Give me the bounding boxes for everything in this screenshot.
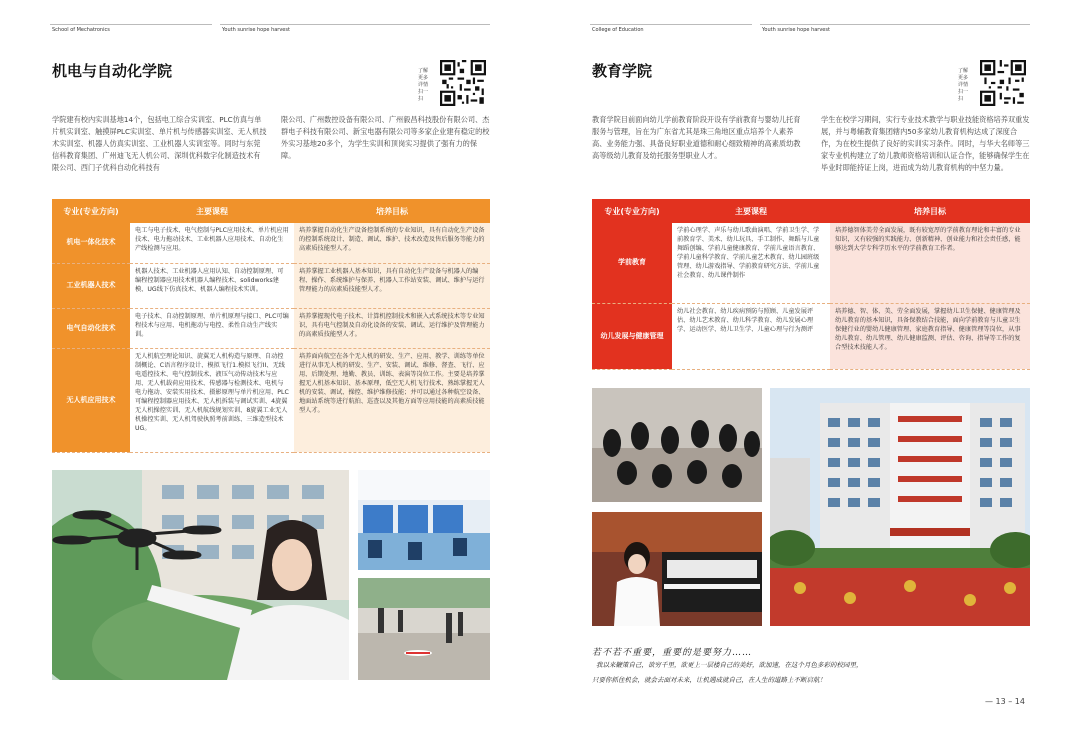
courses-cell: 幼儿社会教育、幼儿疾病预防与照顾、儿童发展评估、幼儿艺术教育、幼儿科学教育、幼儿发展心理学、运动医学、幼儿卫生学、儿童心理与行为测评 <box>672 303 830 369</box>
qr-caption: 了解更多详情 扫一扫 <box>418 68 429 102</box>
major-name: 学前教育 <box>592 223 672 303</box>
courses-cell: 电工与电子技术、电气控制与PLC应用技术、单片机应用技术、电力拖动技术、工业机器人应用技术、自动化生产线检测与应用。 <box>130 223 294 263</box>
curriculum-table <box>592 199 1030 370</box>
right-page <box>540 0 1080 732</box>
handwritten-quote: 若不若不重要，重要的是要努力…… <box>592 648 753 658</box>
qr-code[interactable] <box>440 60 486 106</box>
campus-building-photo <box>770 388 1030 626</box>
table-row <box>52 223 490 263</box>
courses-cell: 无人机航空理论知识、旋翼无人机构造与原理、自动控制概论、C语言程序设计、模拟飞行1.模拟飞行II、无线电遥控技术、电气控制技术、液压气动传动技术与应用、无人机载荷应用技术、传感器与检测技术、电机与电力拖动、安装实用技术、摄影原理与单片机应用、PLC可编程控制器应用技术、无人机拆装与调试实训、4旋翼无人机操控实训、无人机航线规划实训、8旋翼工业无人机操控实训、无人机驾驶执照考前训练、三维造型技术UG。 <box>130 348 294 452</box>
column-header: 培养目标 <box>914 206 946 216</box>
table-row <box>52 308 490 348</box>
intro-paragraph: 教育学院目前面向幼儿学前教育阶段开设有学前教育与婴幼儿托育服务与管理，旨在为广东省尤其是珠三角地区重点培养个人素养高、业务能力强、具备良好职业道德和耐心细致精神的高素质幼教高等级幼儿教育及幼托服务型职业人才。 <box>592 115 801 160</box>
qr-code[interactable] <box>980 60 1026 106</box>
table-row <box>52 348 490 452</box>
drone-field-photo <box>358 578 490 680</box>
courses-cell: 机器人技术、工业机器人应用认知、自动控制原理、可编程控制器应用技术机器人编程技术、solidworks建模、UG线下仿真技术、机器人编程技术实训。 <box>130 263 294 308</box>
header-rule <box>590 24 752 25</box>
major-name: 无人机应用技术 <box>52 348 130 452</box>
major-name: 电气自动化技术 <box>52 308 130 348</box>
qr-caption: 了解更多详情 扫一扫 <box>958 68 969 102</box>
section-label: School of Mechatronics <box>52 27 110 33</box>
table-row <box>52 263 490 308</box>
table-row <box>592 303 1030 369</box>
courses-cell: 学前心理学、声乐与幼儿歌曲演唱、学前卫生学、学前教育学、美术、幼儿玩具、手工制作、舞蹈与儿童舞蹈创编、学前儿童健康教育、学前儿童语言教育、学前儿童科学教育、学前儿童艺术教育、幼儿园班级管理、幼儿游戏指导、学前教育研究方法、学前儿童社会教育、幼儿课件制作 <box>672 223 830 303</box>
goal-cell: 培养面向航空在各个无人机的研发、生产、应用、教学、训练等单位进行从事无人机的研发、生产、安装、调试、维修、督查、飞行、应用、后期处理、地勤、教员、训练、表演等岗位工作。主要是培养掌握无人机基本知识、基本原理，低空无人机飞行技术、熟练掌握无人机的安装、调试、操控、维护维修技能；并可以通过各种航空设备、地面站系统等进行航拍、巡查以及其他方面等应用技能的高素质技能型人才。 <box>294 348 490 452</box>
column-header: 主要课程 <box>196 206 228 216</box>
intro-paragraph: 学生在校学习期间，实行专业技术教学与职业技能资格培养双重发展，并与粤辅教育集团辖内50多家幼儿教育机构达成了深度合作，为在校生提供了良好的实训实习条件。同时，与华大名师等三家专业机构建立了幼儿教师资格培训和认证合作，能够确保学生在毕业时即能持证上岗，进而成为幼儿教育机构的中坚力量。 <box>821 115 1030 172</box>
handwritten-quote: 只要你抓住机会，就会去面对未来，让机遇成就自己，在人生的道路上不断启航！ <box>592 676 826 684</box>
page-number: — 13 – 14 <box>985 697 1025 706</box>
table-row <box>592 223 1030 303</box>
section-label: College of Education <box>592 27 644 33</box>
courses-cell: 电子技术、自动控制原理、单片机原理与接口、PLC可编程技术与应用、电机拖动与电控、柔性自动生产线实训。 <box>130 308 294 348</box>
header-rule <box>220 24 490 25</box>
goal-cell: 培养掌握现代电子技术、计算机控制技术和嵌入式系统技术等专业知识，具有电气控制及自动化设备的安装、调试、运行维护及管理能力的高素质技能型人才。 <box>294 308 490 348</box>
table-header-row <box>52 199 490 223</box>
goal-cell: 培养掌握自动化生产设备控制系统的专业知识，具有自动化生产设备的控制系统设计、制造、调试、维护、技术改造及售后服务等能力的高素质技能型人才。 <box>294 223 490 263</box>
intro-paragraph: 限公司、广州数控设备有限公司、广州毅昌科技股份有限公司、杰群电子科技有限公司、新宝电器有限公司等多家企业建有稳定的校外实习基地20多个，为学生实训和顶岗实习提供了强有力的保障。 <box>281 115 490 160</box>
page-title: 机电与自动化学院 <box>52 62 173 80</box>
column-header: 主要课程 <box>735 206 767 216</box>
goal-cell: 培养德智体美劳全面发展，既有较宽厚的学前教育理论和丰富的专业知识，又有较强的实践能力、创新精神、创业能力和社会责任感，能够达到大学专科学历水平的学前教育工作者。 <box>830 223 1030 303</box>
goal-cell: 培养德、智、体、美、劳全面发展，掌握幼儿卫生保健、健康管理及幼儿教育的基本知识，具备保教结合技能，面向学前教育与儿童卫生保健行业的婴幼儿健康管理、家庭教育指导、健康管理等岗位，从事幼儿教育、幼儿管理、幼儿健康监测、评估、咨询、指导等工作的复合型技术技能人才。 <box>830 303 1030 369</box>
header-rule <box>760 24 1030 25</box>
intro-paragraph: 学院建有校内实训基地14个，包括电工综合实训室、PLC仿真与单片机实训室、触摸屏PLC实训室、单片机与传感器实训室、无人机技术实训室、机器人仿真实训室、工业机器人实训室等。同时与东莞信科教育集团、广州迪飞无人机公司、深圳优科数字化制造技术有限公司、西门子优科自动化科技有 <box>52 115 267 172</box>
column-header: 专业(专业方向) <box>604 206 660 216</box>
major-name: 幼儿发展与健康管理 <box>592 303 672 369</box>
piano-practice-photo <box>592 512 762 626</box>
lab-photo <box>358 470 490 570</box>
table-header-row <box>592 199 1030 223</box>
header-rule <box>50 24 212 25</box>
page-title: 教育学院 <box>592 62 653 80</box>
column-header: 专业(专业方向) <box>63 206 119 216</box>
curriculum-table <box>52 199 490 453</box>
major-name: 机电一体化技术 <box>52 223 130 263</box>
dance-class-photo <box>592 388 762 502</box>
column-header: 培养目标 <box>376 206 408 216</box>
handwritten-quote: 我以来鞭策自己，欲穷千里，欲更上一层楼自己的美好，欲加速，在这个月色多彩的校园里， <box>596 661 863 669</box>
drone-student-photo <box>52 470 349 680</box>
major-name: 工业机器人技术 <box>52 263 130 308</box>
goal-cell: 培养掌握工业机器人基本知识，具有自动化生产设备与机器人的编程、操作、系统维护与保养、机器人工作站安装、调试、维护与运行管理能力的高素质技能型人才。 <box>294 263 490 308</box>
slogan: Youth sunrise hope harvest <box>222 27 290 33</box>
slogan: Youth sunrise hope harvest <box>762 27 830 33</box>
